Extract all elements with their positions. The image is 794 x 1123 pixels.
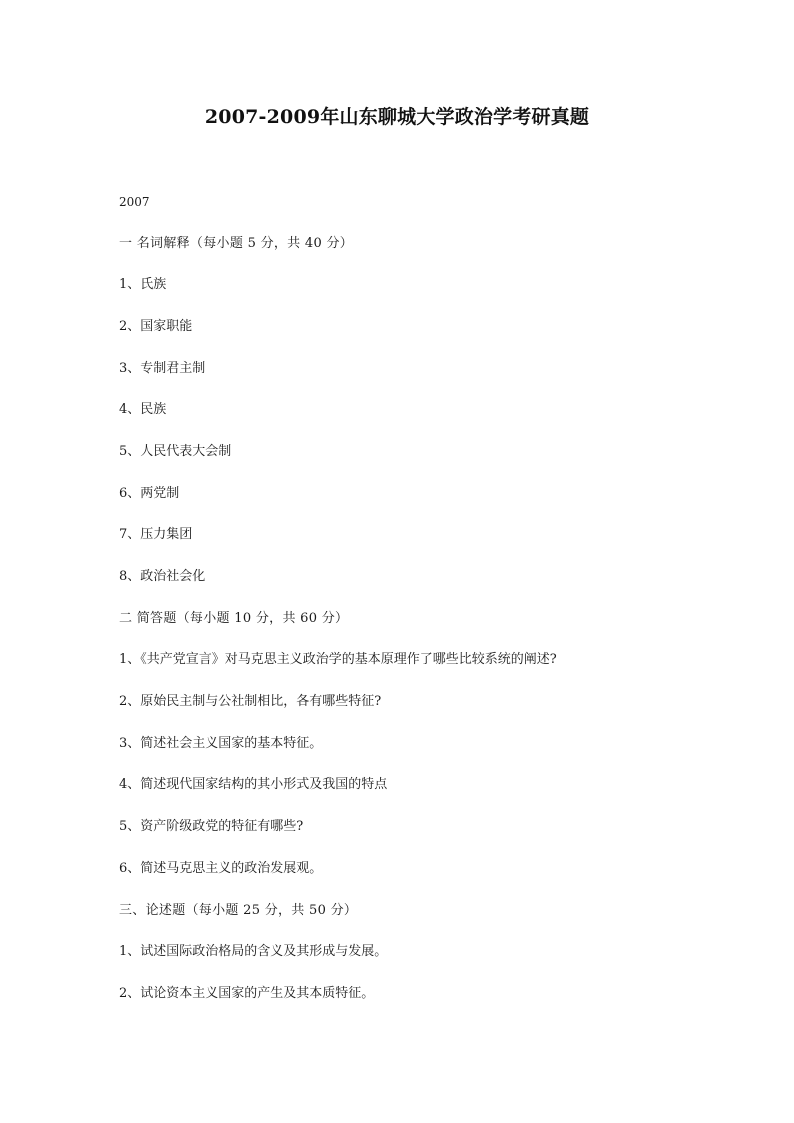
question-item: 2、国家职能	[119, 318, 193, 334]
question-item: 1、氏族	[119, 277, 167, 293]
question-item: 1、试述国际政治格局的含义及其形成与发展。	[119, 944, 388, 960]
section-heading-definitions: 一 名词解释（每小题 5 分，共 40 分）	[119, 235, 354, 251]
section-heading-essay: 三、论述题（每小题 25 分，共 50 分）	[119, 902, 358, 918]
document-body	[119, 192, 739, 1026]
question-item: 2、原始民主制与公社制相比，各有哪些特征?	[119, 694, 382, 710]
question-item: 5、资产阶级政党的特征有哪些?	[119, 819, 304, 835]
question-item: 7、压力集团	[119, 527, 193, 543]
question-item: 1、《共产党宣言》对马克思主义政治学的基本原理作了哪些比较系统的阐述?	[119, 652, 557, 668]
question-item: 5、人民代表大会制	[119, 443, 232, 459]
question-item: 4、民族	[119, 402, 167, 418]
question-item: 6、两党制	[119, 485, 180, 501]
question-item: 6、简述马克思主义的政治发展观。	[119, 860, 323, 876]
question-item: 2、试论资本主义国家的产生及其本质特征。	[119, 985, 375, 1001]
question-item: 3、简述社会主义国家的基本特征。	[119, 735, 323, 751]
question-item: 8、政治社会化	[119, 569, 206, 584]
section-heading-short-answer: 二 简答题（每小题 10 分，共 60 分）	[119, 610, 349, 626]
document-title: 2007-2009年山东聊城大学政治学考研真题	[204, 106, 590, 128]
exam-year: 2007	[119, 195, 150, 209]
question-item: 3、专制君主制	[119, 360, 206, 376]
question-item: 4、简述现代国家结构的其小形式及我国的特点	[119, 777, 388, 793]
